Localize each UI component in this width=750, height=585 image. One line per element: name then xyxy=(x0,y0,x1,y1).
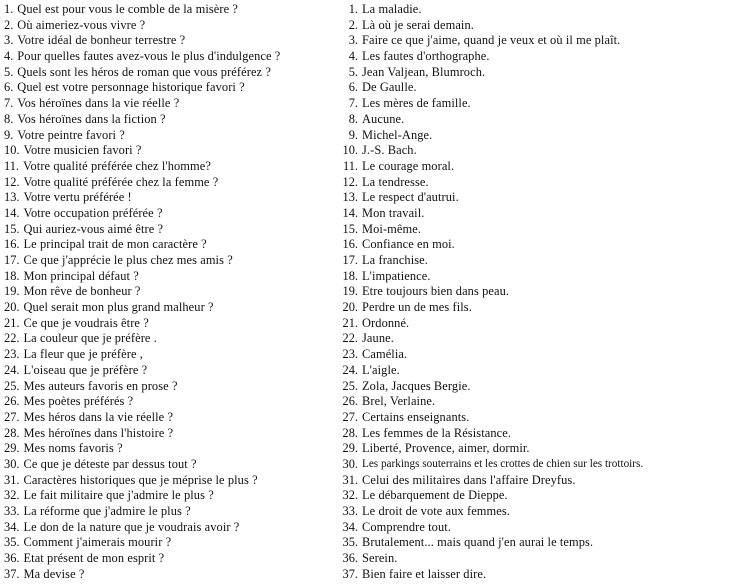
question-row-text: Votre musicien favori ? xyxy=(23,143,142,158)
question-row-number: 5. xyxy=(4,64,14,79)
answer-row xyxy=(336,394,748,410)
answer-row-number: 32. xyxy=(342,488,358,503)
answer-row-number: 18. xyxy=(342,268,358,283)
question-row-text: Pour quelles fautes avez-vous le plus d'indulgence ? xyxy=(17,49,281,64)
question-row-text: Ce que j'apprécie le plus chez mes amis ? xyxy=(23,253,233,267)
answer-row xyxy=(336,49,748,65)
question-row-text: L'oiseau que je préfère ? xyxy=(23,362,148,377)
answer-row-text: Les mères de famille. xyxy=(362,96,471,111)
question-row-text: Votre occupation préférée ? xyxy=(23,205,163,220)
answer-row-number: 24. xyxy=(342,362,358,377)
question-row-text: Quel est votre personnage historique favori ? xyxy=(17,80,245,95)
question-row-number: 34. xyxy=(4,519,20,534)
answer-row xyxy=(336,206,748,222)
question-row xyxy=(4,190,334,206)
answer-row xyxy=(336,347,748,363)
answer-row xyxy=(336,143,748,159)
answer-row-number: 10. xyxy=(342,143,358,158)
answer-row xyxy=(336,379,748,395)
question-row-number: 35. xyxy=(4,535,20,550)
question-row xyxy=(4,457,334,473)
question-row-text: Vos héroïnes dans la vie réelle ? xyxy=(17,96,180,111)
question-row xyxy=(4,128,334,144)
answer-row-text: Le courage moral. xyxy=(362,158,455,173)
answer-row-text: Bien faire et laisser dire. xyxy=(362,566,487,581)
question-row xyxy=(4,284,334,300)
answer-row xyxy=(336,237,748,253)
answers-column xyxy=(336,2,748,582)
answer-row-number: 22. xyxy=(342,331,358,346)
question-row xyxy=(4,112,334,128)
question-row-number: 33. xyxy=(4,504,20,518)
question-row xyxy=(4,347,334,363)
answer-row xyxy=(336,316,748,332)
answer-row xyxy=(336,112,748,128)
answer-row-text: Le respect d'autrui. xyxy=(362,190,459,205)
answer-row xyxy=(336,331,748,347)
answer-row-number: 8. xyxy=(348,111,358,126)
answer-row-text: La tendresse. xyxy=(362,174,429,189)
answer-row xyxy=(336,253,748,269)
answer-row-text: J.-S. Bach. xyxy=(362,143,417,158)
answer-row xyxy=(336,96,748,112)
answer-row-number: 3. xyxy=(348,33,358,48)
question-row xyxy=(4,520,334,536)
question-row-text: Etat présent de mon esprit ? xyxy=(23,551,165,566)
question-row-text: Votre qualité préférée chez la femme ? xyxy=(23,174,219,189)
answer-row-text: Jean Valjean, Blumroch. xyxy=(362,64,486,79)
question-row-text: Mon rêve de bonheur ? xyxy=(23,284,141,299)
question-row-text: Vos héroïnes dans la fiction ? xyxy=(17,111,166,126)
answer-row xyxy=(336,567,748,583)
question-row xyxy=(4,18,334,34)
question-row-text: Le principal trait de mon caractère ? xyxy=(23,237,207,252)
question-row xyxy=(4,65,334,81)
answer-row-text: La franchise. xyxy=(362,253,428,267)
question-row-number: 23. xyxy=(4,347,20,362)
question-row-number: 4. xyxy=(4,49,14,64)
answer-row-number: 26. xyxy=(342,394,358,409)
answer-row-number: 16. xyxy=(342,237,358,252)
question-row xyxy=(4,441,334,457)
answer-row-number: 36. xyxy=(342,551,358,566)
question-row-number: 37. xyxy=(4,566,20,581)
answer-row xyxy=(336,190,748,206)
question-row xyxy=(4,300,334,316)
answer-row-text: Michel-Ange. xyxy=(362,127,433,142)
answer-row xyxy=(336,473,748,489)
question-row xyxy=(4,33,334,49)
question-row-text: La fleur que je préfère , xyxy=(23,347,143,362)
question-row-number: 27. xyxy=(4,409,20,424)
answer-row xyxy=(336,18,748,34)
question-row-text: Quel est pour vous le comble de la misère ? xyxy=(17,2,239,16)
question-row-text: La réforme que j'admire le plus ? xyxy=(23,504,191,518)
question-row-text: Qui auriez-vous aimé être ? xyxy=(23,221,164,236)
question-row-number: 14. xyxy=(4,205,20,220)
question-row-number: 15. xyxy=(4,221,20,236)
answer-row-number: 4. xyxy=(348,49,358,64)
question-row xyxy=(4,49,334,65)
answer-row-number: 12. xyxy=(342,174,358,189)
question-row-number: 28. xyxy=(4,425,20,440)
question-row-number: 36. xyxy=(4,551,20,566)
question-row xyxy=(4,206,334,222)
answer-row-number: 14. xyxy=(342,205,358,220)
question-row-number: 16. xyxy=(4,237,20,252)
answer-row-number: 15. xyxy=(342,221,358,236)
answer-row xyxy=(336,457,748,473)
answer-row-number: 17. xyxy=(342,253,358,267)
answer-row-text: Ordonné. xyxy=(362,315,410,330)
answer-row-number: 30. xyxy=(342,456,358,471)
answer-row-text: Brel, Verlaine. xyxy=(362,394,436,409)
question-row xyxy=(4,426,334,442)
question-row xyxy=(4,316,334,332)
answer-row-text: Le droit de vote aux femmes. xyxy=(362,504,510,518)
answer-row-number: 34. xyxy=(342,519,358,534)
answer-row xyxy=(336,80,748,96)
questions-column xyxy=(4,2,334,582)
question-row xyxy=(4,80,334,96)
question-row-text: Mes héroïnes dans l'histoire ? xyxy=(23,425,174,440)
answer-row-text: Brutalement... mais quand j'en aurai le temps. xyxy=(362,535,594,550)
answer-row-text: Celui des militaires dans l'affaire Dreyfus. xyxy=(362,472,576,487)
question-row-text: Mes auteurs favoris en prose ? xyxy=(23,378,178,393)
question-row-text: Quel serait mon plus grand malheur ? xyxy=(23,300,214,315)
question-row xyxy=(4,473,334,489)
answer-row-number: 37. xyxy=(342,566,358,581)
question-row xyxy=(4,535,334,551)
question-row-text: Le fait militaire que j'admire le plus ? xyxy=(23,488,214,503)
question-row-text: Où aimeriez-vous vivre ? xyxy=(17,17,146,32)
answer-row-number: 31. xyxy=(342,472,358,487)
answer-row-number: 5. xyxy=(348,64,358,79)
question-row-number: 25. xyxy=(4,378,20,393)
question-row-number: 6. xyxy=(4,80,14,95)
answer-row xyxy=(336,175,748,191)
answer-row-number: 28. xyxy=(342,425,358,440)
answer-row-text: Jaune. xyxy=(362,331,394,346)
question-row-text: Votre peintre favori ? xyxy=(17,127,125,142)
answer-row-text: Certains enseignants. xyxy=(362,409,470,424)
answer-row xyxy=(336,426,748,442)
answer-row-number: 23. xyxy=(342,347,358,362)
question-row-number: 30. xyxy=(4,456,20,471)
answer-row-number: 13. xyxy=(342,190,358,205)
answer-row-text: Moi-même. xyxy=(362,221,422,236)
question-row-text: Mes poètes préférés ? xyxy=(23,394,134,409)
question-row-number: 31. xyxy=(4,472,20,487)
answer-row xyxy=(336,488,748,504)
question-row-number: 18. xyxy=(4,268,20,283)
answer-row xyxy=(336,520,748,536)
answer-row xyxy=(336,363,748,379)
answer-row-text: Comprendre tout. xyxy=(362,519,452,534)
answer-row-text: Etre toujours bien dans peau. xyxy=(362,284,510,299)
answer-row-text: Là où je serai demain. xyxy=(362,17,474,32)
answer-row xyxy=(336,269,748,285)
answer-row-number: 7. xyxy=(348,96,358,111)
question-row xyxy=(4,253,334,269)
question-row-text: Quels sont les héros de roman que vous préférez ? xyxy=(17,64,271,79)
question-row xyxy=(4,394,334,410)
answer-row-text: Les fautes d'orthographe. xyxy=(362,49,490,64)
question-row-text: Votre qualité préférée chez l'homme? xyxy=(23,158,211,173)
answer-row-text: Les parkings souterrains et les crottes de chien sur les trottoirs. xyxy=(362,457,644,470)
question-row xyxy=(4,567,334,583)
question-row xyxy=(4,379,334,395)
question-row-number: 13. xyxy=(4,190,20,205)
question-row-number: 1. xyxy=(4,2,14,16)
question-row-text: Comment j'aimerais mourir ? xyxy=(23,535,172,550)
answer-row-text: L'impatience. xyxy=(362,268,431,283)
answer-row xyxy=(336,33,748,49)
answer-row-number: 20. xyxy=(342,300,358,315)
question-row xyxy=(4,159,334,175)
answer-row-number: 11. xyxy=(342,158,358,173)
answer-row xyxy=(336,410,748,426)
answer-row-text: Le débarquement de Dieppe. xyxy=(362,488,508,503)
answer-row xyxy=(336,535,748,551)
question-row-text: Ma devise ? xyxy=(23,566,85,581)
question-row-number: 26. xyxy=(4,394,20,409)
question-row xyxy=(4,410,334,426)
question-row-number: 22. xyxy=(4,331,20,346)
question-row-number: 21. xyxy=(4,315,20,330)
question-row-text: Le don de la nature que je voudrais avoir ? xyxy=(23,519,240,534)
question-row-text: Caractères historiques que je méprise le plus ? xyxy=(23,472,258,487)
answer-row-number: 27. xyxy=(342,409,358,424)
answer-row xyxy=(336,222,748,238)
answer-row-number: 21. xyxy=(342,315,358,330)
question-row-text: Mes noms favoris ? xyxy=(23,441,123,456)
question-row-number: 12. xyxy=(4,174,20,189)
question-row-number: 11. xyxy=(4,158,20,173)
answer-row-text: L'aigle. xyxy=(362,362,400,377)
question-row-number: 2. xyxy=(4,17,14,32)
answer-row xyxy=(336,441,748,457)
question-row xyxy=(4,331,334,347)
question-row xyxy=(4,143,334,159)
question-row-text: Votre vertu préférée ! xyxy=(23,190,132,205)
question-row-number: 17. xyxy=(4,253,20,267)
question-row xyxy=(4,222,334,238)
answer-row-number: 19. xyxy=(342,284,358,299)
answer-row-text: Perdre un de mes fils. xyxy=(362,300,472,315)
answer-row-text: Aucune. xyxy=(362,111,405,126)
answer-row xyxy=(336,65,748,81)
question-row-number: 3. xyxy=(4,33,14,48)
question-row-number: 32. xyxy=(4,488,20,503)
answer-row-text: Les femmes de la Résistance. xyxy=(362,425,512,440)
question-row xyxy=(4,96,334,112)
question-row-text: Ce que je déteste par dessus tout ? xyxy=(23,456,197,471)
answer-row xyxy=(336,128,748,144)
answer-row xyxy=(336,300,748,316)
answer-row-text: La maladie. xyxy=(362,2,422,16)
answer-row-text: Liberté, Provence, aimer, dormir. xyxy=(362,441,530,456)
question-row xyxy=(4,175,334,191)
question-row-number: 19. xyxy=(4,284,20,299)
question-row-text: Votre idéal de bonheur terrestre ? xyxy=(17,33,186,48)
answer-row-text: Serein. xyxy=(362,551,398,566)
answer-row-number: 25. xyxy=(342,378,358,393)
question-row-number: 29. xyxy=(4,441,20,456)
question-row-number: 24. xyxy=(4,362,20,377)
question-row-text: Mes héros dans la vie réelle ? xyxy=(23,409,174,424)
answer-row-text: Mon travail. xyxy=(362,205,425,220)
answer-row xyxy=(336,2,748,18)
answer-row-text: De Gaulle. xyxy=(362,80,417,95)
question-row xyxy=(4,551,334,567)
answer-row-number: 2. xyxy=(348,17,358,32)
answer-row-number: 33. xyxy=(342,504,358,518)
question-row xyxy=(4,2,334,18)
answer-row xyxy=(336,504,748,520)
question-row xyxy=(4,269,334,285)
question-row-number: 9. xyxy=(4,127,14,142)
answer-row-text: Confiance en moi. xyxy=(362,237,455,252)
answer-row-number: 29. xyxy=(342,441,358,456)
question-row-text: Ce que je voudrais être ? xyxy=(23,315,149,330)
question-row-text: La couleur que je préfère . xyxy=(23,331,157,346)
answer-row-text: Camélia. xyxy=(362,347,408,362)
question-row-number: 7. xyxy=(4,96,14,111)
answer-row-number: 9. xyxy=(348,127,358,142)
question-row-number: 10. xyxy=(4,143,20,158)
question-row xyxy=(4,504,334,520)
answer-row-number: 35. xyxy=(342,535,358,550)
answer-row xyxy=(336,284,748,300)
answer-row xyxy=(336,159,748,175)
question-row xyxy=(4,363,334,379)
answer-row-text: Faire ce que j'aime, quand je veux et où il me plaît. xyxy=(362,33,621,48)
answer-row-number: 6. xyxy=(348,80,358,95)
question-row xyxy=(4,237,334,253)
question-row-number: 20. xyxy=(4,300,20,315)
answer-row-text: Zola, Jacques Bergie. xyxy=(362,378,471,393)
answer-row xyxy=(336,551,748,567)
question-row xyxy=(4,488,334,504)
answer-row-number: 1. xyxy=(348,2,358,16)
question-row-text: Mon principal défaut ? xyxy=(23,268,139,283)
question-row-number: 8. xyxy=(4,111,14,126)
